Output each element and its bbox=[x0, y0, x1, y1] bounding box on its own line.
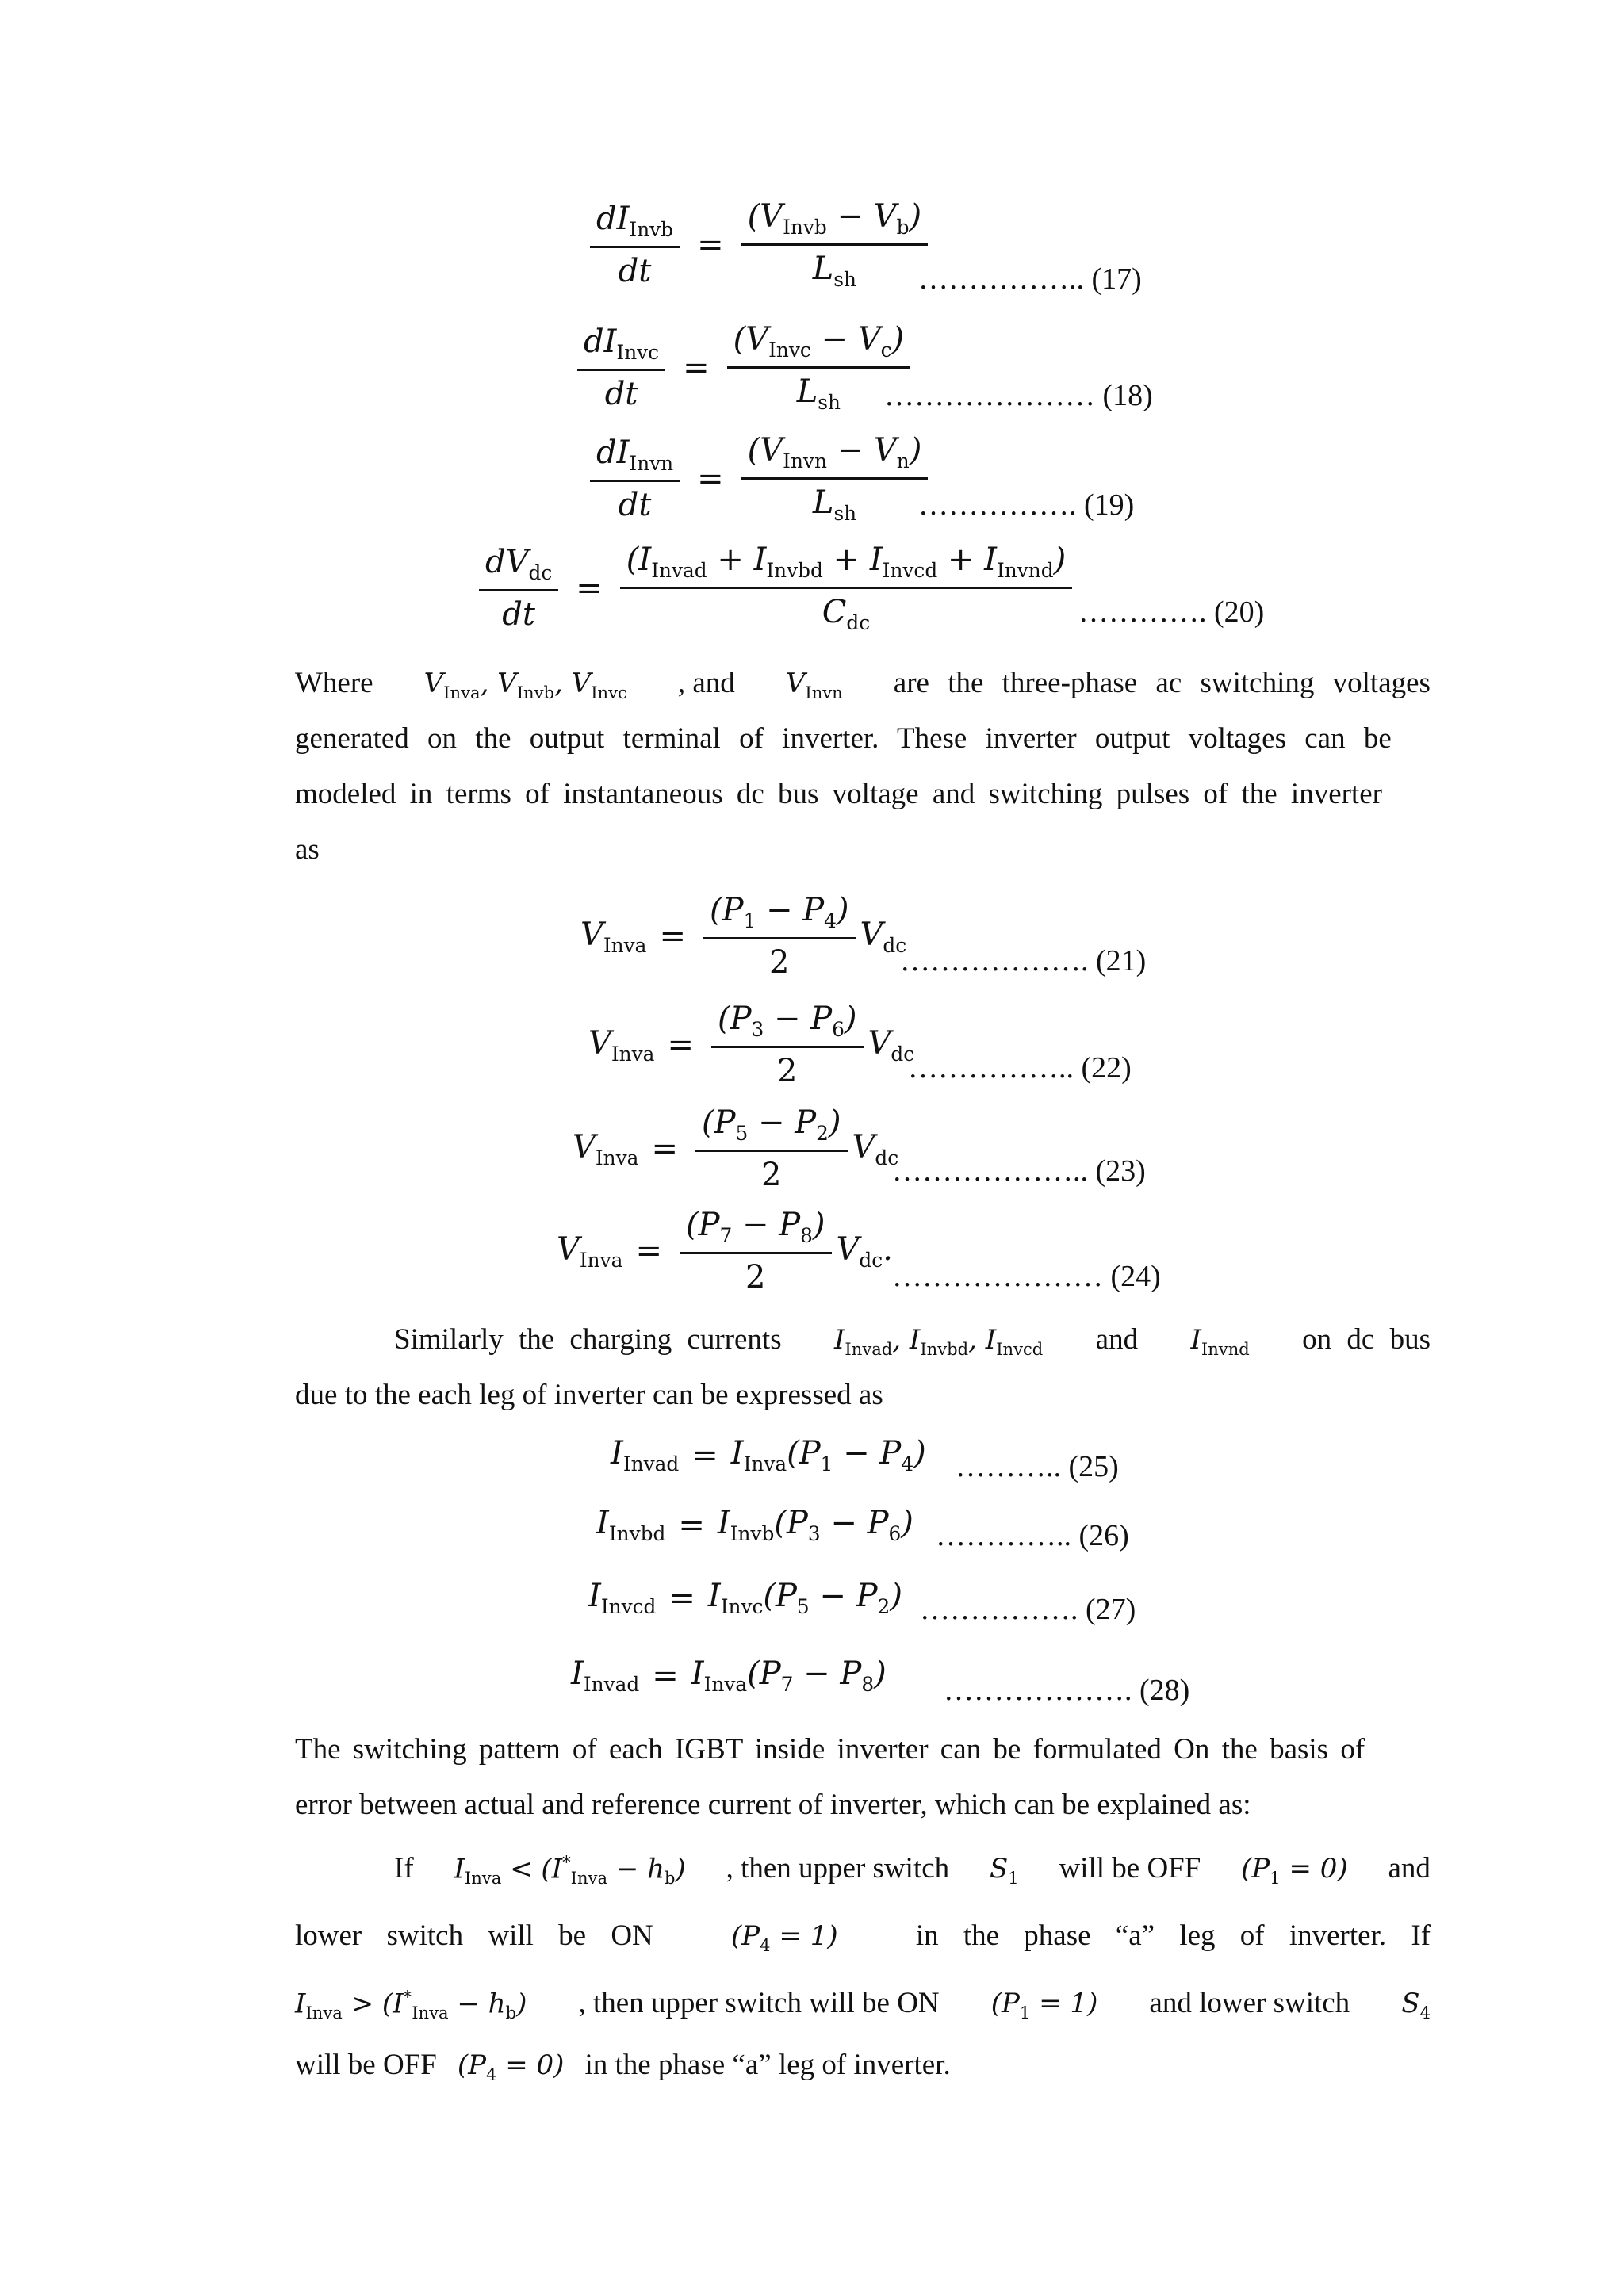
equation-number-20: …………. (20) bbox=[1078, 595, 1265, 629]
inline-math-p1-zero: $(P_1 = 0)$ bbox=[1241, 1853, 1348, 1888]
equation-27: $I_{Invcd}$ = $I_{Invc}(P_5 - P_2)$ bbox=[588, 1578, 902, 1618]
equation-number-26: ………….. (26) bbox=[936, 1519, 1129, 1552]
inline-math-currents: $I_{Invad}$, $I_{Invbd}$, $I_{Invcd}$ bbox=[833, 1324, 1044, 1359]
equation-21: $V_{Inva}$ = $\frac{(P_1 - P_4)}{2}$ $V_{dc}$ bbox=[580, 892, 907, 981]
equation-number-19: ……………. (19) bbox=[918, 488, 1135, 522]
para4-and: and bbox=[1388, 1852, 1431, 1885]
inline-math-p1-one: $(P_1 = 1)$ bbox=[990, 1988, 1098, 2022]
inline-math-condition-1: $I_{Inva} < (I^*_{Inva} - h_b)$ bbox=[454, 1851, 686, 1888]
inline-math-iinvnd: $I_{Invnd}$ bbox=[1190, 1324, 1250, 1359]
para4-l3b: and lower switch bbox=[1149, 1987, 1350, 2019]
equation-23: $V_{Inva}$ = $\frac{(P_5 - P_2)}{2}$ $V_{dc}$ bbox=[573, 1104, 899, 1193]
inline-math-condition-2: $I_{Inva} > (I^*_{Inva} - h_b)$ bbox=[295, 1986, 527, 2022]
equation-number-21: ………………. (21) bbox=[900, 944, 1147, 978]
equation-number-28: ………………. (28) bbox=[944, 1674, 1190, 1707]
equation-number-22: …………….. (22) bbox=[908, 1051, 1132, 1085]
para4-l3a: , then upper switch will be ON bbox=[578, 1987, 940, 2019]
equation-number-18: ………………… (18) bbox=[884, 379, 1153, 412]
para3-line1: The switching pattern of each IGBT inside inverter can be formulated On the basis of bbox=[295, 1733, 1365, 1766]
para1-line2: generated on the output terminal of inverter. These inverter output voltages can be bbox=[295, 722, 1392, 755]
equation-number-24: ………………… (24) bbox=[892, 1260, 1161, 1293]
equation-number-17: …………….. (17) bbox=[918, 262, 1142, 296]
equation-19: $\frac{dI_{Invn}}{dt}$ = $\frac{(V_{Invn} - V_n)}{L_{sh}}$ bbox=[585, 432, 933, 525]
para1-line3: modeled in terms of instantaneous dc bus voltage and switching pulses of the inverter bbox=[295, 778, 1382, 810]
equation-18: $\frac{dI_{Invc}}{dt}$ = $\frac{(V_{Invc} - V_c)}{L_{sh}}$ bbox=[573, 321, 915, 414]
inline-math-p4-zero: $(P_4 = 0)$ bbox=[457, 2049, 565, 2084]
inline-math-s4: $S_4$ bbox=[1401, 1988, 1431, 2022]
equation-24: $V_{Inva}$ = $\frac{(P_7 - P_8)}{2}$ $V_{dc}$. bbox=[557, 1207, 893, 1295]
where-prefix: Where bbox=[295, 667, 373, 699]
equation-number-27: ……………. (27) bbox=[920, 1593, 1136, 1626]
para1-line4: as bbox=[295, 833, 320, 866]
para4-then: , then upper switch bbox=[726, 1852, 950, 1885]
where-line bbox=[295, 666, 1431, 702]
equation-28: $I_{Invad}$ = $I_{Inva}(P_7 - P_8)$ bbox=[571, 1655, 887, 1696]
inline-math-vinvn: $V_{Invn}$ bbox=[785, 668, 843, 702]
equation-25: $I_{Invad}$ = $I_{Inva}(P_1 - P_4)$ bbox=[611, 1435, 926, 1475]
para4-line4 bbox=[295, 2048, 951, 2084]
equation-22: $V_{Inva}$ = $\frac{(P_3 - P_6)}{2}$ $V_{dc}$ bbox=[588, 1001, 915, 1089]
para4-off: will be OFF bbox=[1059, 1852, 1201, 1885]
para4-if: If bbox=[394, 1852, 414, 1885]
equation-26: $I_{Invbd}$ = $I_{Invb}(P_3 - P_6)$ bbox=[596, 1505, 914, 1545]
equation-17: $\frac{dI_{Invb}}{dt}$ = $\frac{(V_{Invb} - V_b)}{L_{sh}}$ bbox=[585, 198, 933, 291]
where-and: , and bbox=[677, 667, 735, 699]
inline-math-voltages: $V_{Inva}$, $V_{Invb}$, $V_{Invc}$ bbox=[423, 668, 627, 702]
para2-end: on dc bus bbox=[1302, 1323, 1431, 1356]
inline-math-p4-one: $(P_4 = 1)$ bbox=[731, 1920, 838, 1955]
where-rest: are the three-phase ac switching voltages bbox=[893, 667, 1431, 699]
para4-line3 bbox=[295, 1986, 1431, 2022]
para4-l2b: in the phase “a” leg of inverter. If bbox=[915, 1919, 1431, 1952]
para2-line2: due to the each leg of inverter can be expressed as bbox=[295, 1379, 883, 1411]
equation-number-23: ……………….. (23) bbox=[892, 1154, 1146, 1188]
para4-line1 bbox=[394, 1851, 1431, 1888]
para2-line1 bbox=[394, 1322, 1431, 1359]
equation-20: $\frac{dV_{dc}}{dt}$ = $\frac{(I_{Invad} + I_{Invbd} + I_{Invcd} + I_{Invnd})}{C_{dc}}$ bbox=[474, 541, 1077, 634]
para4-l2a: lower switch will be ON bbox=[295, 1919, 653, 1952]
para2-start: Similarly the charging currents bbox=[394, 1323, 782, 1356]
para2-and: and bbox=[1095, 1323, 1139, 1356]
para4-line2 bbox=[295, 1919, 1431, 1955]
equation-number-25: ……….. (25) bbox=[956, 1450, 1119, 1483]
inline-math-s1: $S_1$ bbox=[989, 1853, 1019, 1888]
para4-l4a: will be OFF bbox=[295, 2049, 437, 2081]
para4-l4b: in the phase “a” leg of inverter. bbox=[584, 2049, 951, 2081]
para3-line2: error between actual and reference current of inverter, which can be explained as: bbox=[295, 1789, 1251, 1821]
